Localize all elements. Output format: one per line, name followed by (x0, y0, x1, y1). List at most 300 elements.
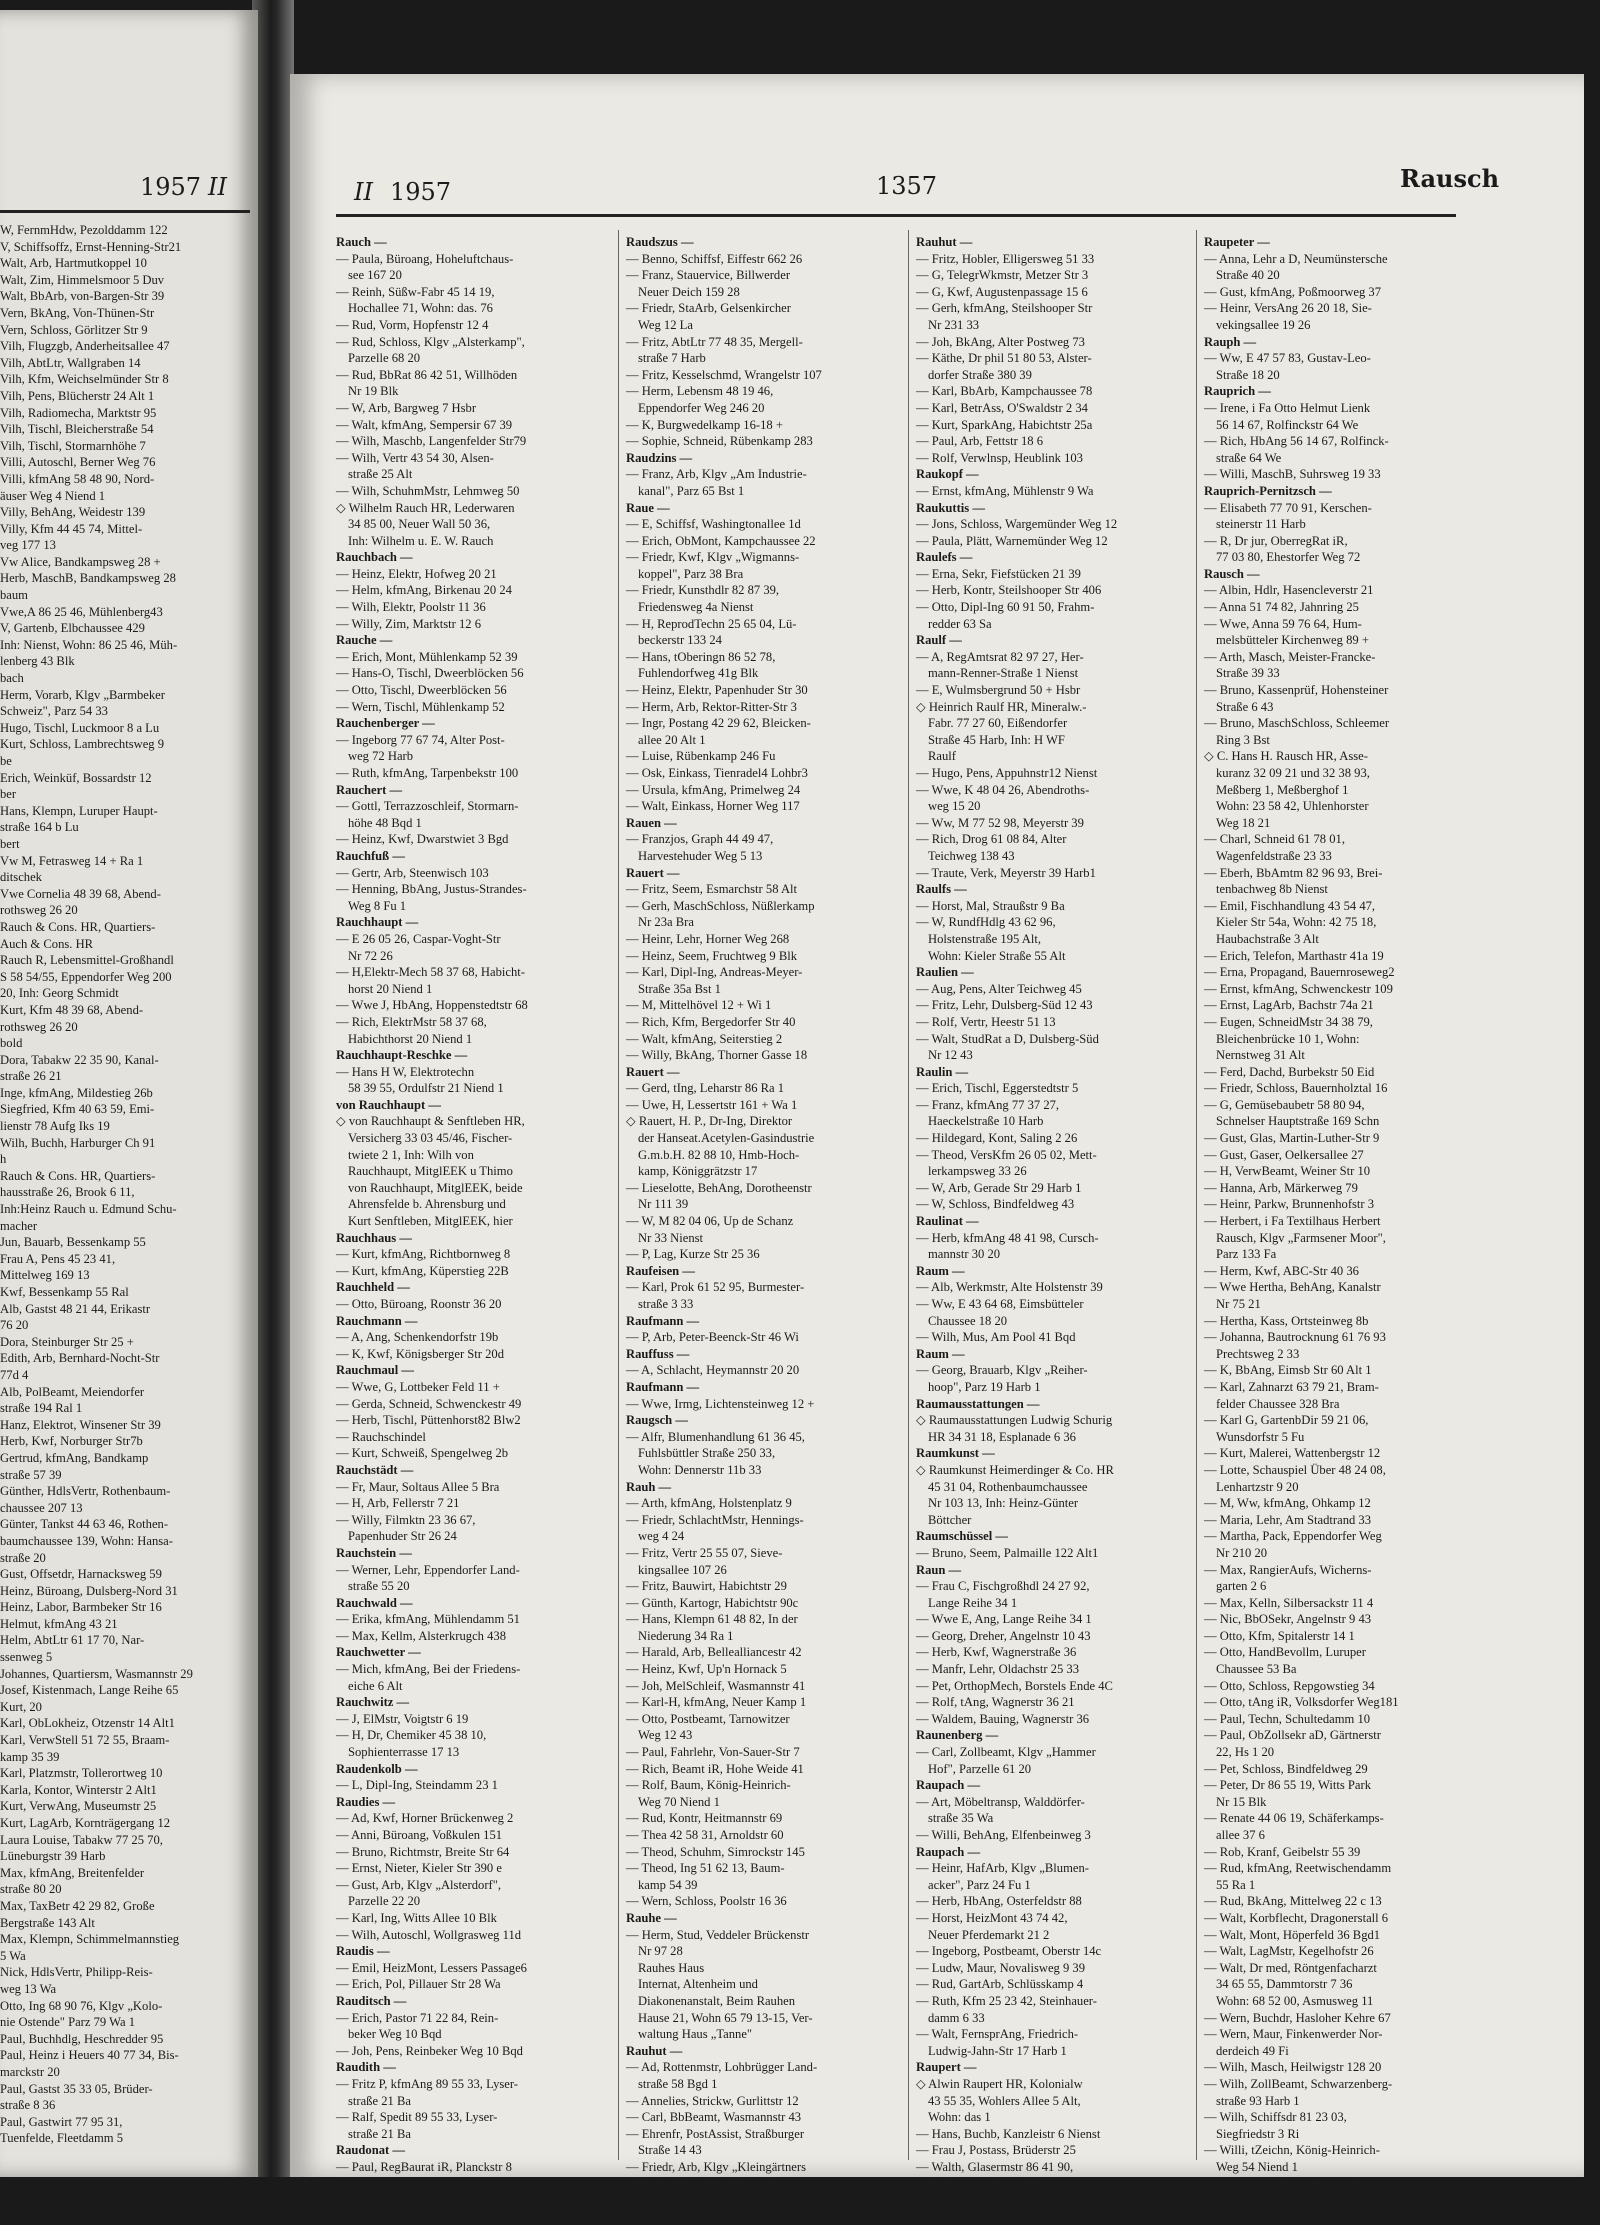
directory-entry-line: Rauh — (626, 1479, 672, 1494)
directory-entry-line: — Ferd, Dachd, Burbekstr 50 Eid (1204, 1064, 1375, 1079)
directory-entry-line: — Walth, Glasermstr 86 41 90, (916, 2159, 1074, 2174)
directory-entry-line: ber (0, 787, 17, 802)
directory-entry-line: — Osk, Einkass, Tienradel4 Lohbr3 (626, 766, 808, 780)
directory-entry-line: beckerstr 133 24 (638, 633, 722, 648)
directory-entry-line: — Paul, Fahrlehr, Von-Sauer-Str 7 (626, 1745, 800, 1760)
directory-entry-line: — Pet, OrthopMech, Borstels Ende 4C (916, 1678, 1113, 1693)
directory-entry-line: 34 85 00, Neuer Wall 50 36, (348, 517, 491, 532)
directory-entry-line: — Willi, ElektrMstr, Dillstr 3 13 (1204, 2176, 1369, 2191)
directory-entry-line: — Lieselotte, BehAng, Dorotheenstr (626, 1180, 812, 1195)
directory-entry-line: — Ernst, kfmAng, Schwenckestr 109 (1204, 981, 1393, 996)
directory-entry-line: Straße 18 20 (1216, 367, 1280, 382)
left-header-rule (0, 210, 250, 213)
directory-entry-line: Straße 39 33 (1216, 666, 1280, 681)
directory-entry-line: ditschek (0, 870, 42, 885)
directory-entry-line: — Kurt, SparkAng, Habichtstr 25a (916, 417, 1093, 432)
directory-entry-line: Laura Louise, Tabakw 77 25 70, (0, 1832, 163, 1847)
directory-entry-line: — Hildegard, Kont, Saling 2 26 (916, 1131, 1078, 1146)
directory-entry-line: — Rud, GartArb, Schlüsskamp 4 (916, 1977, 1084, 1992)
directory-entry-line: 22, Hs 1 20 (1216, 1745, 1275, 1760)
directory-entry-line: allee 37 6 (1216, 1828, 1265, 1842)
directory-entry-line: — Erich, Pol, Pillauer Str 28 Wa (336, 1977, 501, 1992)
directory-entry-line: — K, BbAng, Eimsb Str 60 Alt 1 (1204, 1363, 1372, 1378)
directory-entry-line: — Sophie, Schneid, Rübenkamp 283 (626, 434, 813, 449)
directory-entry-line: von Rauchhaupt — (336, 1097, 441, 1112)
directory-entry-line: weg 4 24 (638, 1529, 685, 1544)
directory-entry-line: Rauchmann — (336, 1313, 418, 1328)
directory-entry-line: — Heinz, Elektr, Hofweg 20 21 (336, 566, 497, 581)
left-page (0, 10, 258, 2177)
directory-entry-line: — H, VerwBeamt, Weiner Str 10 (1204, 1164, 1371, 1179)
directory-entry-line: see 167 20 (348, 268, 402, 283)
directory-entry-line: — W, RundfHdlg 43 62 96, (916, 915, 1056, 930)
directory-entry-line: Paul, Buchhdlg, Heschredder 95 (0, 2031, 164, 2046)
directory-entry-line: — Walt, Korbflecht, Dragonerstall 6 (1204, 1910, 1389, 1925)
directory-entry-line: — Traute, Verk, Meyerstr 39 Harb1 (916, 865, 1096, 880)
directory-entry-line: — Wern, Maur, Finkenwerder Nor- (1204, 2027, 1383, 2042)
directory-entry-line: Kurt, Kfm 48 39 68, Abend- (0, 1002, 144, 1017)
directory-entry-line: V, Schiffsoffz, Ernst-Henning-Str21 (0, 239, 182, 254)
directory-entry-line: — Karl, BetrAss, O'Swaldstr 2 34 (916, 400, 1088, 415)
directory-entry-line: Walt, Zim, Himmelsmoor 5 Duv (0, 272, 165, 287)
directory-entry-line: — Nic, BbOSekr, Angelnstr 9 43 (1204, 1612, 1372, 1627)
directory-entry-line: — G, TelegrWkmstr, Metzer Str 3 (916, 268, 1089, 283)
directory-entry-line: Raupach — (916, 1778, 981, 1793)
directory-entry-line: — Joh, Pens, Reinbeker Weg 10 Bqd (336, 2043, 523, 2058)
directory-entry-line: — Friedr, StaArb, Gelsenkircher (626, 301, 791, 316)
directory-entry-line: Chaussee 18 20 (928, 1313, 1008, 1328)
directory-entry-line: Raue — (626, 500, 670, 515)
directory-entry-line: — Otto, Kfm, Spitalerstr 14 1 (1204, 1628, 1355, 1643)
directory-entry-line: koppel", Parz 38 Bra (638, 566, 744, 581)
directory-entry-line: — W, Arb, Bargweg 7 Hsbr (336, 400, 477, 415)
directory-entry-line: — Peter, Dr 86 55 19, Witts Park (1204, 1778, 1372, 1793)
directory-entry-line: — Gerda, Schneid, Schwenckestr 49 (336, 1396, 522, 1411)
directory-entry-line: — Hans, Klempn 61 48 82, In der (626, 1612, 798, 1627)
running-head: Rausch (1400, 164, 1500, 193)
directory-entry-line: kamp 35 39 (0, 1749, 60, 1764)
directory-entry-line: Ahrensfelde b. Ahrensburg und (348, 1197, 506, 1212)
directory-entry-line: — Mich, kfmAng, Bei der Friedens- (336, 1662, 521, 1677)
directory-entry-line: — Fritz, Lehr, Dulsberg-Süd 12 43 (916, 998, 1093, 1013)
directory-entry-line: — Karl, Dipl-Ing, Andreas-Meyer- (626, 965, 803, 980)
directory-entry-line: straße 21 Ba (348, 2093, 411, 2108)
directory-entry-line: Raufmann — (626, 1379, 700, 1394)
directory-entry-line: — Anni, Büroang, Voßkulen 151 (336, 1828, 503, 1842)
directory-entry-line: — Fritz, Vertr 25 55 07, Sieve- (626, 1545, 783, 1560)
directory-entry-line: Parzelle 68 20 (348, 351, 421, 366)
column-2 (626, 234, 896, 2192)
directory-entry-line: Raulinat — (916, 1214, 979, 1229)
directory-entry-line: Teichweg 138 43 (928, 848, 1015, 863)
directory-entry-line: — R, Dr jur, OberregRat iR, (1204, 533, 1348, 548)
directory-entry-line: Johannes, Quartiersm, Wasmannstr 29 (0, 1666, 193, 1681)
directory-entry-line: Wagenfeldstraße 23 33 (1216, 848, 1332, 863)
directory-entry-line: felder Chaussee 328 Bra (1216, 1396, 1340, 1411)
directory-entry-line: garten 2 6 (1216, 1579, 1267, 1594)
directory-entry-line: Raumschüssel — (916, 1529, 1009, 1544)
directory-entry-line: Rauen — (626, 815, 677, 830)
directory-entry-line: twiete 2 1, Inh: Wilh von (348, 1147, 474, 1162)
directory-entry-line: — Martha, Pack, Eppendorfer Weg (1204, 1529, 1382, 1544)
directory-entry-line: — W, Arb, Gerade Str 29 Harb 1 (916, 1180, 1082, 1195)
directory-entry-line: Rauch & Cons. HR, Quartiers- (0, 919, 156, 934)
directory-entry-line: — Aug, Pens, Alter Teichweg 45 (916, 981, 1082, 996)
directory-entry-line: Rauchmaul — (336, 1363, 415, 1378)
directory-entry-line: Nr 15 Blk (1216, 1794, 1267, 1809)
directory-entry-line: — Rud, Vorm, Hopfenstr 12 4 (336, 317, 489, 332)
directory-entry-line: Hans-Lange-Str 13 Blk (928, 2176, 1046, 2191)
directory-entry-line: lenberg 43 Blk (0, 654, 75, 669)
directory-entry-line: — Gerh, MaschSchloss, Nüßlerkamp (626, 898, 815, 913)
directory-entry-line: Raulefs — (916, 550, 973, 565)
book-spine (252, 0, 294, 2177)
directory-entry-line: straße 55 20 (348, 1579, 410, 1594)
directory-entry-line: Papenhuder Str 26 24 (348, 1529, 457, 1544)
directory-entry-line: — A, Schlacht, Heymannstr 20 20 (626, 1363, 800, 1378)
directory-entry-line: Wohn: Kieler Straße 55 Alt (928, 948, 1066, 963)
directory-entry-line: Raumausstattungen — (916, 1396, 1040, 1411)
directory-entry-line: — Joh, BkAng, Alter Postweg 73 (916, 334, 1085, 349)
directory-entry-line: — Gerh, kfmAng, Steilshooper Str (916, 301, 1093, 316)
left-header-year: 1957 (140, 173, 202, 201)
directory-entry-line: Rauprich — (1204, 384, 1271, 399)
directory-entry-line: — Alfr, Blumenhandlung 61 36 45, (626, 1429, 805, 1444)
directory-entry-line: Rauchhaus — (336, 1230, 412, 1245)
directory-entry-line: Raunenberg — (916, 1728, 999, 1743)
directory-entry-line: — Wwe, Irmg, Lichtensteinweg 12 + (626, 1396, 815, 1411)
column-4 (1204, 234, 1474, 2192)
directory-entry-line: — Gust, Gaser, Oelkersallee 27 (1204, 1147, 1364, 1162)
directory-entry-line: Nr 33 Nienst (638, 1230, 704, 1245)
directory-entry-line: — Karl G, GartenbDir 59 21 06, (1204, 1413, 1369, 1428)
directory-entry-line: — Heinr, VersAng 26 20 18, Sie- (1204, 301, 1372, 316)
directory-entry-line: Raupert — (916, 2060, 977, 2075)
directory-entry-line: dorfer Straße 380 39 (928, 367, 1032, 382)
directory-entry-line: — Ernst, Nieter, Kieler Str 390 e (336, 1861, 502, 1876)
directory-entry-line: kingsallee 107 26 (638, 1562, 727, 1577)
directory-entry-line: Vilh, AbtLtr, Wallgraben 14 (0, 355, 141, 370)
directory-entry-line: — Ruth, Kfm 25 23 42, Steinhauer- (916, 1993, 1097, 2008)
directory-entry-line: — Georg, Brauarb, Klgv „Reiher- (916, 1363, 1088, 1378)
directory-entry-line: — Wwe, Anna 59 76 64, Hum- (1204, 616, 1362, 631)
directory-entry-line: — W, M 82 04 06, Up de Schanz (626, 1214, 794, 1229)
directory-entry-line: Raupeter — (1204, 235, 1270, 249)
directory-entry-line: Weg 8 Fu 1 (348, 898, 407, 913)
directory-entry-line: kuranz 32 09 21 und 32 38 93, (1216, 766, 1370, 780)
directory-entry-line: Kurt Senftleben, MitglEEK, hier (348, 1214, 513, 1229)
directory-entry-line: Vilh, Radiomecha, Marktstr 95 (0, 405, 157, 420)
directory-entry-line: — Karl, BbArb, Kampchaussee 78 (916, 384, 1093, 399)
directory-entry-line: — Otto, Tischl, Dweerblöcken 56 (336, 683, 507, 698)
directory-entry-line: Schnelser Hauptstraße 169 Schn (1216, 1114, 1380, 1129)
directory-entry-line: — E, Wulmsbergrund 50 + Hsbr (916, 683, 1081, 698)
directory-entry-line: — Emil, HeizMont, Lessers Passage6 (336, 1960, 527, 1975)
right-header-year: 1957 (390, 178, 452, 206)
directory-entry-line: Edith, Arb, Bernhard-Nocht-Str (0, 1351, 160, 1366)
directory-entry-line: 77 03 80, Ehestorfer Weg 72 (1216, 550, 1361, 565)
directory-entry-line: — Willy, BkAng, Thorner Gasse 18 (626, 1048, 808, 1063)
directory-entry-line: Rauche — (336, 633, 393, 648)
directory-entry-line: — K, Burgwedelkamp 16-18 + (626, 417, 783, 432)
directory-entry-line: — Fritz, Hobler, Elligersweg 51 33 (916, 251, 1095, 266)
directory-entry-line: 56 14 67, Rolfinckstr 64 We (1216, 417, 1359, 432)
directory-entry-line: — Lotte, Schauspiel Über 48 24 08, (1204, 1462, 1386, 1477)
directory-entry-line: Meßberg 1, Meßberghof 1 (1216, 782, 1349, 797)
directory-entry-line: bert (0, 836, 20, 851)
directory-entry-line: 58 39 55, Ordulfstr 21 Niend 1 (348, 1081, 504, 1096)
directory-entry-line: — P, Lag, Kurze Str 25 36 (626, 1247, 760, 1262)
directory-entry-line: redder 63 Sa (928, 616, 992, 631)
directory-entry-line: baum (0, 588, 28, 603)
directory-entry-line: Karl, VerwStell 51 72 55, Braam- (0, 1733, 170, 1748)
directory-entry-line: Inh: Wilhelm u. E. W. Rauch (348, 533, 494, 548)
directory-entry-line: Rausch — (1204, 566, 1260, 581)
directory-entry-line: Rauch — (336, 235, 387, 249)
directory-entry-line: — Hans, Buchb, Kanzleistr 6 Nienst (916, 2126, 1101, 2141)
directory-entry-line: Vwe,A 86 25 46, Mühlenberg43 (0, 604, 163, 619)
directory-entry-line: — Herm, Lebensm 48 19 46, (626, 384, 774, 399)
directory-entry-line: — Walt, Dr med, Röntgenfacharzt (1204, 1960, 1377, 1975)
directory-entry-line: be (0, 754, 12, 768)
directory-entry-line: — Irene, i Fa Otto Helmut Lienk (1204, 400, 1371, 415)
directory-entry-line: — Wilh, Mus, Am Pool 41 Bqd (916, 1330, 1076, 1345)
directory-entry-line: Raudonat — (336, 2143, 405, 2158)
directory-entry-line: — J, ElMstr, Voigtstr 6 19 (336, 1711, 469, 1726)
directory-entry-line: — Ingr, Postang 42 29 62, Bleicken- (626, 716, 811, 731)
directory-entry-line: ◇ Raumkunst Heimerdinger & Co. HR (916, 1462, 1114, 1477)
directory-entry-line: Rauchwald — (336, 1595, 413, 1610)
directory-entry-line: Raudith — (336, 2060, 396, 2075)
directory-entry-line: HR 34 31 18, Esplanade 6 36 (928, 1429, 1076, 1444)
directory-entry-line: lerkampsweg 33 26 (928, 1164, 1027, 1179)
directory-entry-line: — Frau J, Postass, Brüderstr 25 (916, 2143, 1076, 2158)
directory-entry-line: Paul, Gastst 35 33 05, Brüder- (0, 2081, 153, 2096)
directory-entry-line: Jun, Bauarb, Bessenkamp 55 (0, 1235, 146, 1250)
directory-entry-line: — Rud, Schloss, Klgv „Alsterkamp", (336, 334, 525, 349)
directory-entry-line: straße 26 21 (0, 1069, 62, 1084)
directory-entry-line: Schweiz", Parz 54 33 (0, 704, 108, 719)
directory-entry-line: straße 35 Wa (928, 1811, 994, 1826)
directory-entry-line: Vilh, Tischl, Bleicherstraße 54 (0, 422, 154, 437)
directory-entry-line: — Otto, Dipl-Ing 60 91 50, Frahm- (916, 600, 1095, 615)
directory-entry-line: Vw M, Fetrasweg 14 + Ra 1 (0, 853, 144, 868)
directory-entry-line: — Willi, MaschB, Suhrsweg 19 33 (1204, 467, 1381, 482)
directory-entry-line: Max, TaxBetr 42 29 82, Große (0, 1898, 155, 1913)
directory-entry-line: — Herb, Kwf, Wagnerstraße 36 (916, 1645, 1077, 1660)
directory-entry-line: — Karl-H, kfmAng, Neuer Kamp 1 (626, 1695, 807, 1710)
directory-entry-line: lienstr 78 Aufg Iks 19 (0, 1119, 110, 1134)
directory-entry-line: — Günth, Kartogr, Habichtstr 90c (626, 1595, 799, 1610)
directory-entry-line: — A, RegAmtsrat 82 97 27, Her- (916, 649, 1084, 664)
directory-entry-line: Weg 18 21 (1216, 815, 1271, 830)
directory-entry-line: allee 20 Alt 1 (638, 732, 706, 747)
directory-entry-line: — Johanna, Bautrocknung 61 76 93 (1204, 1330, 1386, 1345)
directory-entry-line: — Rolf, Baum, König-Heinrich- (626, 1778, 791, 1793)
directory-entry-line: Versicherg 33 03 45/46, Fischer- (348, 1131, 513, 1146)
directory-entry-line: Kurt, LagArb, Kornträgergang 12 (0, 1816, 171, 1830)
directory-entry-line: Auch & Cons. HR (0, 936, 94, 951)
directory-entry-line: — Charl, Schneid 61 78 01, (1204, 832, 1345, 847)
directory-entry-line: Nr 12 43 (928, 1048, 973, 1063)
directory-entry-line: Villi, kfmAng 58 48 90, Nord- (0, 471, 155, 486)
directory-entry-line: Raugsch — (626, 1413, 688, 1428)
directory-entry-line: — Wilh, Autoschl, Wollgrasweg 11d (336, 1927, 522, 1942)
directory-entry-line: Wohn: 23 58 42, Uhlenhorster (1216, 799, 1369, 814)
directory-entry-line: — Rolf, Verwlnsp, Heublink 103 (916, 450, 1083, 465)
directory-entry-line: Nr 19 Blk (348, 384, 399, 399)
directory-entry-line: — Max, Kellm, Alsterkrugch 438 (336, 1628, 506, 1643)
directory-entry-line: ◇ Alwin Raupert HR, Kolonialw (916, 2076, 1083, 2091)
directory-entry-line: — Wilh, Masch, Heilwigstr 128 20 (1204, 2060, 1382, 2075)
directory-entry-line: Bergstraße 143 Alt (0, 1915, 95, 1930)
directory-entry-line: Walt, BbArb, von-Bargen-Str 39 (0, 289, 165, 304)
directory-entry-line: S 58 54/55, Eppendorfer Weg 200 (0, 969, 172, 984)
directory-entry-line: mann-Renner-Straße 1 Nienst (928, 666, 1079, 681)
directory-entry-line: Raudszus — (626, 235, 694, 249)
directory-entry-line: Ring 3 Bst (1216, 732, 1270, 747)
directory-entry-line: — Erich, Telefon, Marthastr 41a 19 (1204, 948, 1384, 963)
directory-entry-line: Rauhes Haus (638, 1960, 705, 1975)
directory-entry-line: Raulfs — (916, 882, 967, 897)
directory-entry-line: — Wilh, Maschb, Langenfelder Str79 (336, 434, 527, 449)
directory-entry-line: Raumkunst — (916, 1446, 995, 1461)
directory-entry-line: Habichthorst 20 Niend 1 (348, 1031, 473, 1046)
directory-entry-line: — Joh, MelSchleif, Wasmannstr 41 (626, 1678, 806, 1693)
directory-entry-line: — Bruno, Kassenprüf, Hohensteiner (1204, 683, 1389, 698)
directory-entry-line: — Willy, Zim, Marktstr 12 6 (336, 616, 482, 631)
directory-entry-line: — Rolf, Vertr, Heestr 51 13 (916, 1014, 1056, 1029)
directory-entry-line: — Wwe, G, Lottbeker Feld 11 + (336, 1379, 500, 1394)
directory-entry-line: steinerstr 11 Harb (1216, 517, 1306, 532)
directory-entry-line: — Rauchschindel (336, 1429, 426, 1444)
directory-entry-line: Rauhut — (626, 2043, 683, 2058)
directory-entry-line: — Paul, Techn, Schultedamm 10 (1204, 1711, 1371, 1726)
directory-entry-line: — Ww, M 77 52 98, Meyerstr 39 (916, 815, 1084, 830)
directory-entry-line: — Paula, Büroang, Hoheluftchaus- (336, 251, 514, 266)
directory-entry-line: Parz 133 Fa (1216, 1247, 1277, 1262)
directory-entry-line: — Hans, tOberingn 86 52 78, (626, 649, 776, 664)
directory-entry-line: — Harald, Arb, Bellealliancestr 42 (626, 1645, 802, 1660)
directory-entry-line: — Herb, HbAng, Osterfeldstr 88 (916, 1894, 1082, 1909)
directory-entry-line: Holstenstraße 195 Alt, (928, 931, 1041, 946)
directory-entry-line: — Pet, Schloss, Bindfeldweg 29 (1204, 1761, 1368, 1776)
directory-entry-line: — Carl, BbBeamt, Wasmannstr 43 (626, 2110, 802, 2125)
directory-entry-line: — Maria, Lehr, Am Stadtrand 33 (1204, 1512, 1372, 1527)
directory-entry-line: Rauch & Cons. HR, Quartiers- (0, 1168, 156, 1183)
directory-entry-line: — Heinz, Elektr, Papenhuder Str 30 (626, 683, 808, 698)
directory-entry-line: Rauprich-Pernitzsch — (1204, 483, 1332, 498)
directory-entry-line: 34 65 55, Dammtorstr 7 36 (1216, 1977, 1353, 1992)
directory-entry-line: — Otto, HandBevollm, Luruper (1204, 1645, 1366, 1660)
directory-entry-line: — Wern, Buchdr, Hasloher Kehre 67 (1204, 2010, 1391, 2025)
directory-entry-line: Rauffuss — (626, 1346, 690, 1361)
directory-entry-line: Wohn: Dennerstr 11b 33 (638, 1462, 762, 1477)
directory-entry-line: — Rich, Drog 61 08 84, Alter (916, 832, 1067, 847)
directory-entry-line: — Friedr, Kwf, Klgv „Wigmanns- (626, 550, 800, 565)
directory-entry-line: — Herb, Kontr, Steilshooper Str 406 (916, 583, 1102, 598)
directory-entry-line: — Ehrenfr, PostAssist, Straßburger (626, 2126, 805, 2141)
directory-entry-line: Rausch, Klgv „Farmsener Moor", (1216, 1230, 1386, 1245)
directory-entry-line: — Helm, kfmAng, Birkenau 20 24 (336, 583, 512, 598)
directory-entry-line: Frau A, Pens 45 23 41, (0, 1251, 116, 1266)
directory-entry-line: Heinz, Labor, Barmbeker Str 16 (0, 1600, 162, 1615)
directory-entry-line: — Horst, HeizMont 43 74 42, (916, 1910, 1068, 1925)
directory-entry-line: — Heinz, Kwf, Up'n Hornack 5 (626, 1662, 787, 1677)
directory-entry-line: kanal", Parz 65 Bst 1 (638, 483, 745, 498)
directory-entry-line: — Gerd, tIng, Leharstr 86 Ra 1 (626, 1081, 785, 1096)
directory-entry-line: Josef, Kistenmach, Lange Reihe 65 (0, 1683, 179, 1698)
directory-entry-line: Herb, MaschB, Bandkampsweg 28 (0, 571, 176, 586)
directory-entry-line: — Wern, Tischl, Mühlenkamp 52 (336, 699, 505, 714)
directory-entry-line: — Ruth, kfmAng, Tarpenbekstr 100 (336, 766, 519, 780)
directory-entry-line: Wunsdorfstr 5 Fu (1216, 1429, 1305, 1444)
directory-entry-line: — Paul, Arb, Fettstr 18 6 (916, 434, 1043, 449)
directory-entry-line: Raudis — (336, 1944, 390, 1959)
directory-entry-line: Villi, Autoschl, Berner Weg 76 (0, 455, 156, 470)
directory-entry-line: — Herb, Tischl, Püttenhorst82 Blw2 (336, 1413, 521, 1428)
directory-entry-line: Neuer Pferdemarkt 21 2 (928, 1927, 1050, 1942)
directory-entry-line: Helm, AbtLtr 61 17 70, Nar- (0, 1633, 145, 1648)
directory-entry-line: Hochallee 71, Wohn: das. 76 (348, 301, 493, 316)
directory-entry-line: — M, Ww, kfmAng, Ohkamp 12 (1204, 1496, 1371, 1511)
page-number: 1357 (876, 172, 938, 200)
directory-entry-line: — Wilh, Kapt 86 23 30, Blanke- (916, 2193, 1081, 2208)
directory-entry-line: — Hans-O, Tischl, Dweerblöcken 56 (336, 666, 524, 681)
directory-entry-line: Bleichenbrücke 10 1, Wohn: (1216, 1031, 1360, 1046)
directory-entry-line: — Theod, Ing 51 62 13, Baum- (626, 1861, 785, 1876)
directory-entry-line: Niederung 34 Ra 1 (638, 1628, 734, 1643)
directory-entry-line: — Art, Möbeltransp, Walddörfer- (916, 1794, 1085, 1809)
directory-entry-line: Lange Reihe 34 1 (928, 1595, 1018, 1610)
directory-entry-line: Diakonenanstalt, Beim Rauhen (638, 1993, 796, 2008)
directory-entry-line: — Erna, Propagand, Bauernroseweg2 (1204, 965, 1395, 980)
directory-entry-line: Straße 40 20 (1216, 268, 1280, 283)
directory-entry-line: Eppendorfer Weg 246 20 (638, 400, 765, 415)
directory-entry-line: Harvestehuder Weg 5 13 (638, 848, 763, 863)
directory-entry-line: Nr 111 39 (638, 1197, 689, 1212)
directory-entry-line: straße 57 39 (0, 1467, 62, 1482)
directory-entry-line: höhe 48 Bqd 1 (348, 815, 422, 830)
directory-entry-line: — Friedr, Arb, Klgv „Kleingärtners (626, 2159, 806, 2174)
directory-entry-line: straße 58 Bgd 1 (638, 2076, 718, 2091)
directory-entry-line: Haeckelstraße 10 Harb (928, 1114, 1044, 1129)
directory-entry-line: Inh: Nienst, Wohn: 86 25 46, Müh- (0, 637, 178, 652)
directory-entry-line: Gust, Offsetdr, Harnacksweg 59 (0, 1567, 162, 1582)
directory-entry-line: Kurt, VerwAng, Museumstr 25 (0, 1799, 157, 1814)
directory-entry-line: Paul, Heinz i Heuers 40 77 34, Bis- (0, 2048, 179, 2063)
directory-entry-line: Inge, kfmAng, Mildestieg 26b (0, 1085, 153, 1100)
directory-entry-line: — M, Mittelhövel 12 + Wi 1 (626, 998, 772, 1013)
directory-entry-line: — Theod, Schuhm, Simrockstr 145 (626, 1844, 805, 1859)
directory-entry-line: Hans, Klempn, Luruper Haupt- (0, 803, 158, 818)
directory-entry-line: Weg 12 43 (638, 1728, 693, 1743)
directory-entry-line: Rauert — (626, 1064, 680, 1079)
directory-entry-line: rothsweg 26 20 (0, 1019, 78, 1034)
directory-entry-line: Walt, Arb, Hartmutkoppel 10 (0, 256, 147, 271)
directory-entry-line: — Erich, ObMont, Kampchaussee 22 (626, 533, 816, 548)
directory-entry-line: weg 13 Wa (0, 1981, 57, 1996)
right-header-numeral: II (354, 178, 373, 206)
directory-entry-line: Hugo, Tischl, Luckmoor 8 a Lu (0, 720, 160, 735)
directory-entry-line: — Reinh, Süßw-Fabr 45 14 19, (336, 284, 495, 299)
directory-entry-line: Raum — (916, 1263, 965, 1278)
directory-entry-line: von Rauchhaupt, MitglEEK, beide (348, 1180, 523, 1195)
directory-entry-line: melsbütteler Kirchenweg 89 + (1216, 633, 1369, 648)
directory-entry-line: — Emil, Fischhandlung 43 54 47, (1204, 898, 1376, 913)
directory-entry-line: Paul, Gastwirt 77 95 31, (0, 2114, 123, 2129)
directory-entry-line: — Werner, Lehr, Eppendorfer Land- (336, 1562, 520, 1577)
